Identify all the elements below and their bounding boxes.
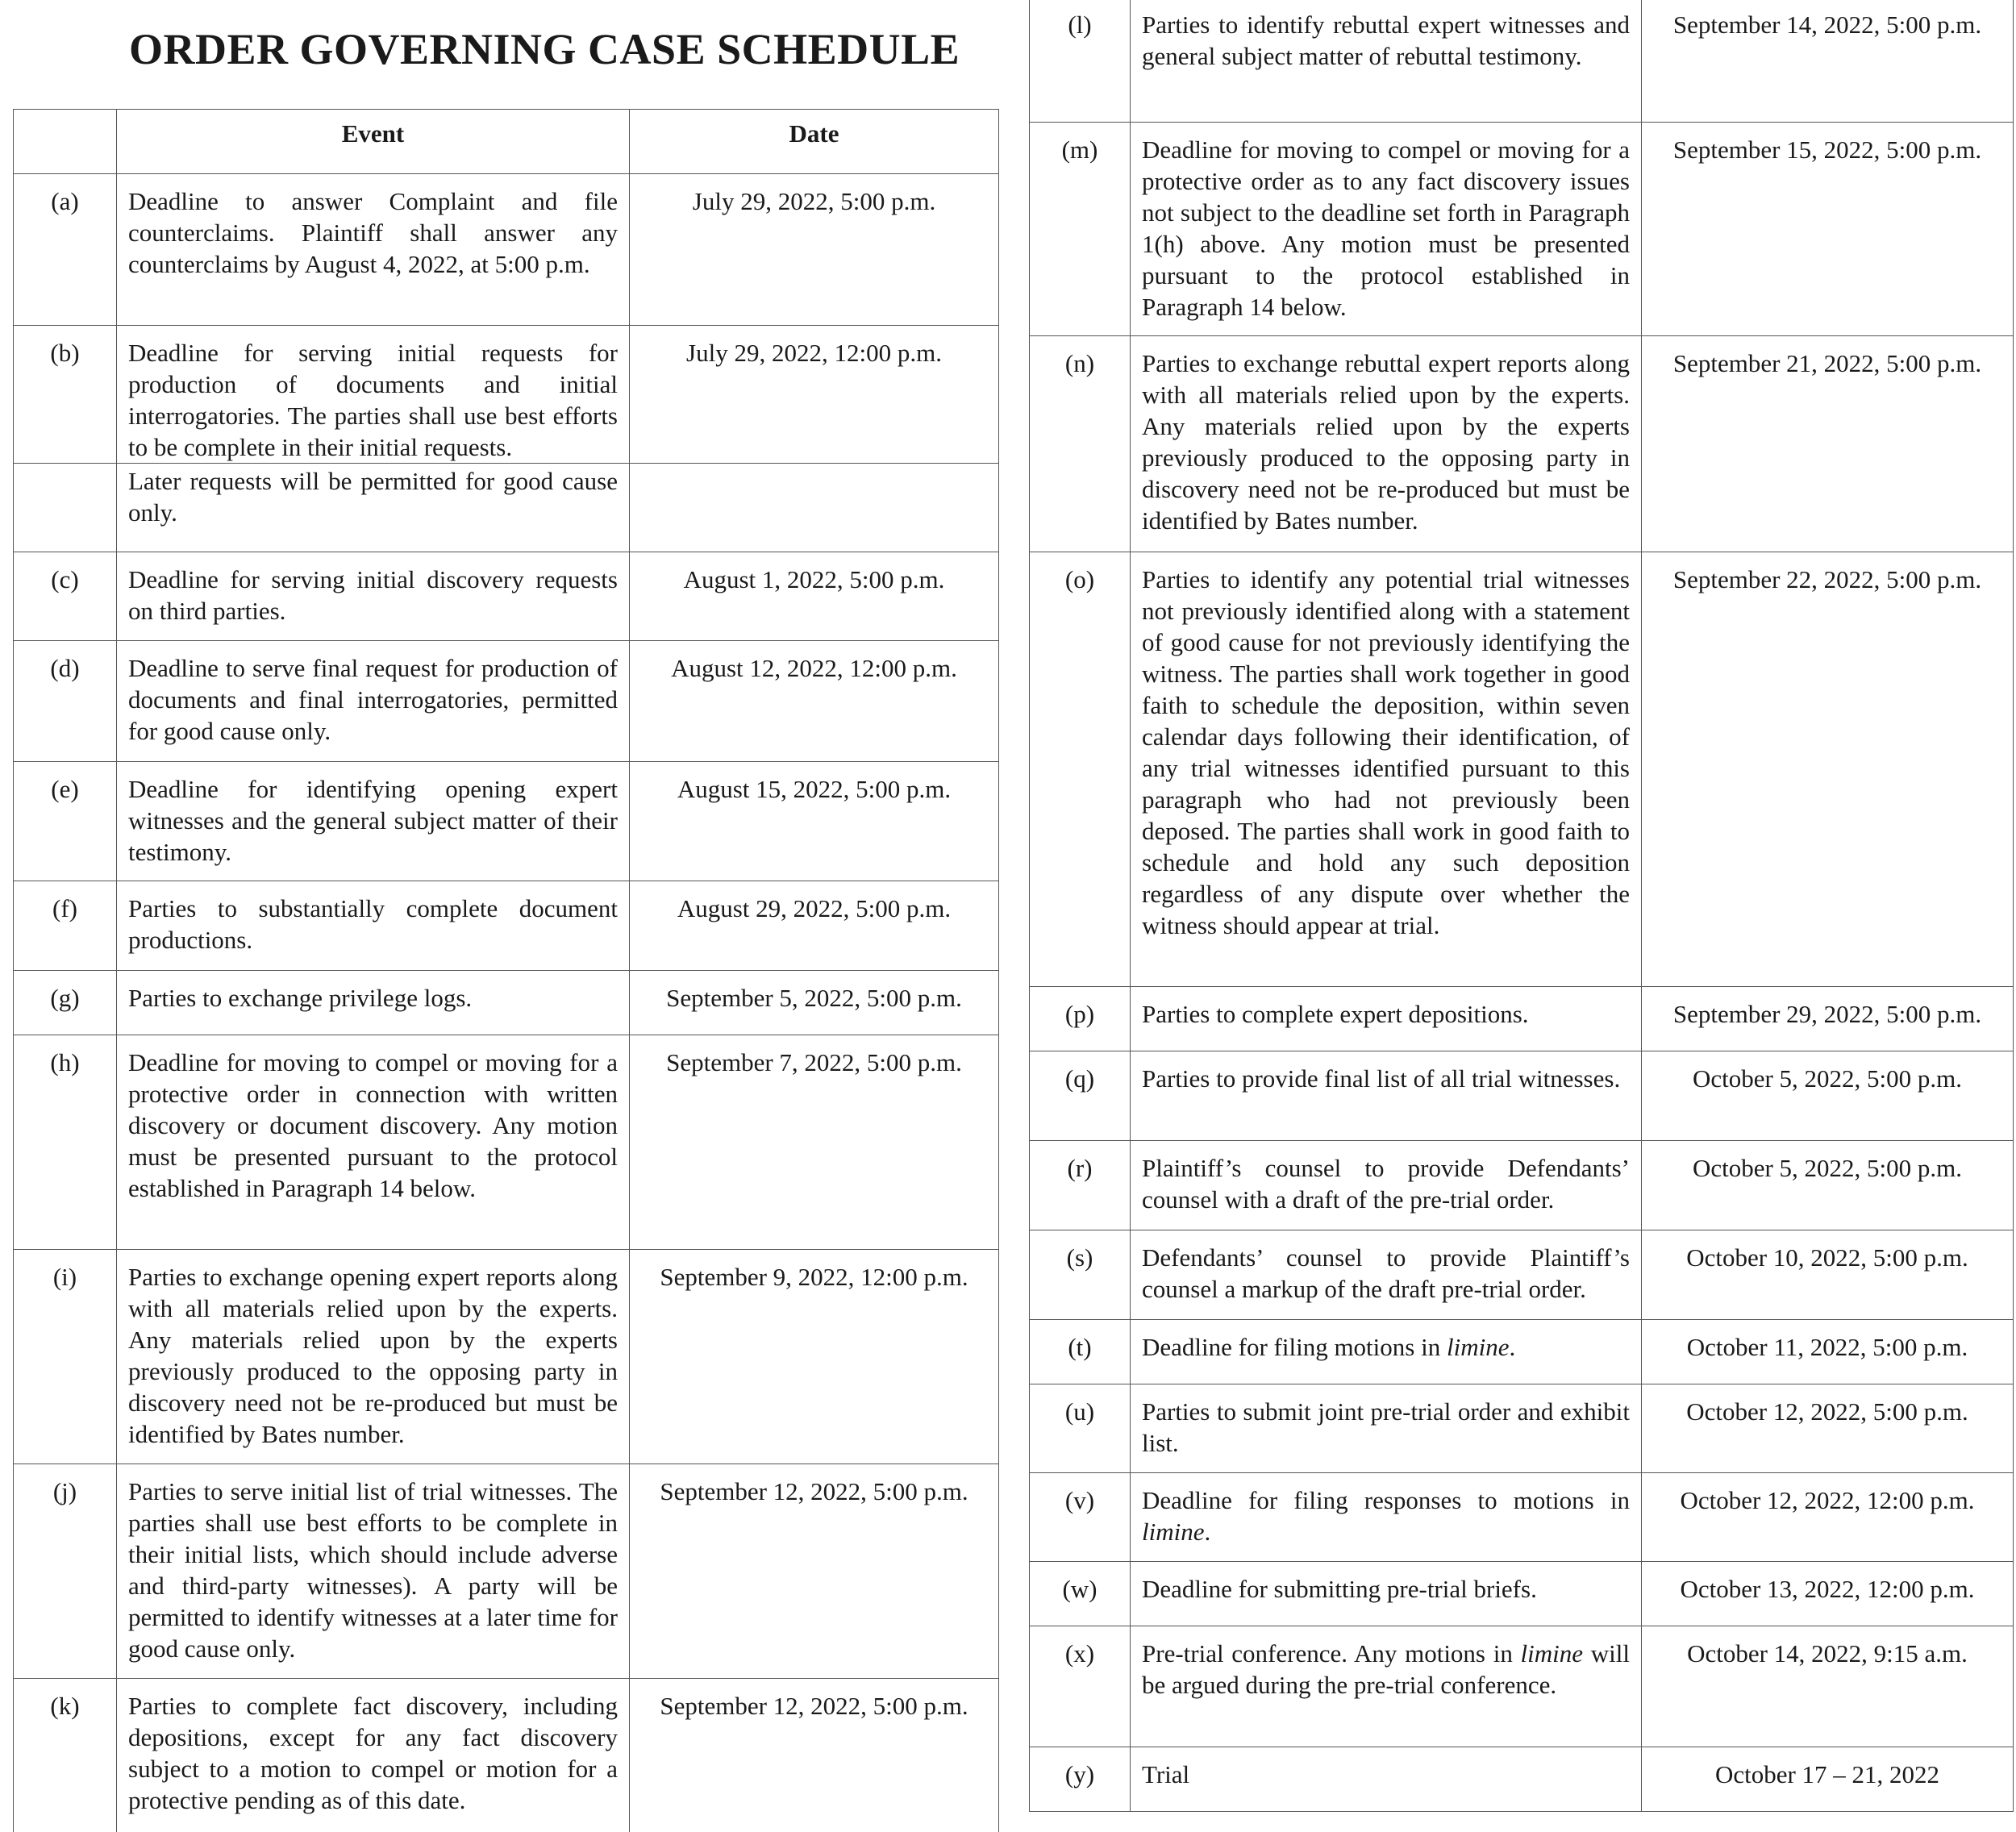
row-label: [14, 464, 117, 552]
schedule-row-k: [14, 1679, 999, 1832]
header-label: [14, 110, 117, 174]
header-event: Event: [117, 110, 630, 174]
row-label: (e): [14, 762, 117, 881]
schedule-row-p: [1030, 987, 2014, 1051]
row-event: Deadline to serve final request for production of documents and final interrogatories, permitted for good cause only.: [117, 641, 630, 762]
row-date: October 11, 2022, 5:00 p.m.: [1642, 1320, 2014, 1384]
row-label: (c): [14, 552, 117, 641]
row-label: (a): [14, 174, 117, 326]
schedule-row-i: [14, 1250, 999, 1464]
event-text: Deadline for filing responses to motions in: [1142, 1486, 1630, 1514]
row-date: September 9, 2022, 12:00 p.m.: [630, 1250, 999, 1464]
schedule-row-g: [14, 971, 999, 1035]
row-event: Deadline for moving to compel or moving for a protective order in connection with written discovery or document discovery. Any motion must be presented pursuant to the protocol established in Paragraph 14 below.: [117, 1035, 630, 1250]
schedule-row-a: [14, 174, 999, 326]
row-date: October 12, 2022, 5:00 p.m.: [1642, 1384, 2014, 1473]
event-text-italic: limine: [1142, 1518, 1205, 1546]
row-date: October 13, 2022, 12:00 p.m.: [1642, 1562, 2014, 1626]
row-date: September 12, 2022, 5:00 p.m.: [630, 1464, 999, 1679]
schedule-row-d: [14, 641, 999, 762]
event-text-end: will be argued during the pre-trial conference.: [1142, 1639, 1630, 1699]
row-event: Parties to serve initial list of trial witnesses. The parties shall use best efforts to be complete in their initial lists, which should include adverse and third-party witnesses). A party will be permitted to identify witnesses at a later time for good cause only.: [117, 1464, 630, 1679]
row-label: (v): [1030, 1473, 1131, 1562]
row-label: (q): [1030, 1051, 1131, 1141]
table-header-row: [14, 110, 999, 174]
row-label: (m): [1030, 123, 1131, 336]
row-label: (x): [1030, 1626, 1131, 1747]
row-label: (j): [14, 1464, 117, 1679]
row-date: September 12, 2022, 5:00 p.m.: [630, 1679, 999, 1832]
row-event: Parties to complete expert depositions.: [1131, 987, 1642, 1051]
row-event: Deadline for serving initial discovery requests on third parties.: [117, 552, 630, 641]
row-event: Defendants’ counsel to provide Plaintiff’s counsel a markup of the draft pre-trial order.: [1131, 1230, 1642, 1320]
event-text: Pre-trial conference. Any motions in: [1142, 1639, 1521, 1668]
schedule-row-q: [1030, 1051, 2014, 1141]
row-date: September 14, 2022, 5:00 p.m.: [1642, 0, 2014, 123]
row-label: (f): [14, 881, 117, 971]
row-date: July 29, 2022, 5:00 p.m.: [630, 174, 999, 326]
row-label: (y): [1030, 1747, 1131, 1812]
row-label: (h): [14, 1035, 117, 1250]
schedule-row-j: [14, 1464, 999, 1679]
row-label: (o): [1030, 552, 1131, 987]
row-event: Parties to substantially complete document productions.: [117, 881, 630, 971]
row-label: (u): [1030, 1384, 1131, 1473]
schedule-row-x: [1030, 1626, 2014, 1747]
row-date: September 15, 2022, 5:00 p.m.: [1642, 123, 2014, 336]
row-event: Deadline for serving initial requests for production of documents and initial interrogatories. The parties shall use best efforts to be complete in their initial requests.: [117, 326, 630, 464]
row-date: October 5, 2022, 5:00 p.m.: [1642, 1051, 2014, 1141]
row-date: August 12, 2022, 12:00 p.m.: [630, 641, 999, 762]
row-date: August 1, 2022, 5:00 p.m.: [630, 552, 999, 641]
row-label: (n): [1030, 336, 1131, 552]
row-event: [1131, 1626, 1642, 1747]
row-event: Parties to exchange rebuttal expert reports along with all materials relied upon by the experts. Any materials relied upon by the experts previously produced to the opposing party in discovery need not be re-produced but must be identified by Bates number.: [1131, 336, 1642, 552]
event-text-end: .: [1204, 1518, 1211, 1546]
row-event: Later requests will be permitted for good cause only.: [117, 464, 630, 552]
schedule-row-c: [14, 552, 999, 641]
row-event: Trial: [1131, 1747, 1642, 1812]
event-text-italic: limine: [1520, 1639, 1584, 1668]
schedule-row-e: [14, 762, 999, 881]
row-date: September 22, 2022, 5:00 p.m.: [1642, 552, 2014, 987]
schedule-row-l: [1030, 0, 2014, 123]
row-label: (s): [1030, 1230, 1131, 1320]
schedule-row-m: [1030, 123, 2014, 336]
row-date: September 7, 2022, 5:00 p.m.: [630, 1035, 999, 1250]
schedule-row-h: [14, 1035, 999, 1250]
schedule-row-u: [1030, 1384, 2014, 1473]
row-date: August 29, 2022, 5:00 p.m.: [630, 881, 999, 971]
row-event: Parties to submit joint pre-trial order and exhibit list.: [1131, 1384, 1642, 1473]
row-event: Deadline to answer Complaint and file counterclaims. Plaintiff shall answer any counterclaims by August 4, 2022, at 5:00 p.m.: [117, 174, 630, 326]
row-date: October 12, 2022, 12:00 p.m.: [1642, 1473, 2014, 1562]
row-date: July 29, 2022, 12:00 p.m.: [630, 326, 999, 464]
row-event: Parties to complete fact discovery, including depositions, except for any fact discovery subject to a motion to compel or motion for a protective pending as of this date.: [117, 1679, 630, 1832]
row-label: (t): [1030, 1320, 1131, 1384]
row-label: (l): [1030, 0, 1131, 123]
row-date: October 14, 2022, 9:15 a.m.: [1642, 1626, 2014, 1747]
header-date: Date: [630, 110, 999, 174]
row-label: (w): [1030, 1562, 1131, 1626]
row-event: Parties to provide final list of all trial witnesses.: [1131, 1051, 1642, 1141]
schedule-row-b-continued: [14, 464, 999, 552]
schedule-row-b: [14, 326, 999, 464]
row-event: Parties to exchange opening expert reports along with all materials relied upon by the experts. Any materials relied upon by the experts previously produced to the opposing party in discovery need not be re-produced but must be identified by Bates number.: [117, 1250, 630, 1464]
row-label: (r): [1030, 1141, 1131, 1230]
row-label: (p): [1030, 987, 1131, 1051]
row-date: August 15, 2022, 5:00 p.m.: [630, 762, 999, 881]
schedule-table-right: [1029, 0, 2014, 1812]
schedule-row-v: [1030, 1473, 2014, 1562]
schedule-row-w: [1030, 1562, 2014, 1626]
schedule-row-o: [1030, 552, 2014, 987]
row-event: Deadline for identifying opening expert witnesses and the general subject matter of their testimony.: [117, 762, 630, 881]
row-event: [1131, 1320, 1642, 1384]
row-label: (g): [14, 971, 117, 1035]
event-text-italic: limine: [1446, 1333, 1510, 1361]
schedule-row-s: [1030, 1230, 2014, 1320]
row-label: (b): [14, 326, 117, 464]
row-event: Parties to identify any potential trial witnesses not previously identified along with a statement of good cause for not previously identifying the witness. The parties shall work together in good faith to schedule the deposition, within seven calendar days following their identification, of any trial witnesses identified pursuant to this paragraph who had not previously been deposed. The parties shall work in good faith to schedule and hold any such deposition regardless of any dispute over whether the witness should appear at trial.: [1131, 552, 1642, 987]
row-date: September 5, 2022, 5:00 p.m.: [630, 971, 999, 1035]
row-event: [1131, 1473, 1642, 1562]
row-date: October 5, 2022, 5:00 p.m.: [1642, 1141, 2014, 1230]
row-event: Deadline for moving to compel or moving for a protective order as to any fact discovery issues not subject to the deadline set forth in Paragraph 1(h) above. Any motion must be presented pursuant to the protocol established in Paragraph 14 below.: [1131, 123, 1642, 336]
row-date: September 21, 2022, 5:00 p.m.: [1642, 336, 2014, 552]
schedule-row-r: [1030, 1141, 2014, 1230]
row-date: September 29, 2022, 5:00 p.m.: [1642, 987, 2014, 1051]
schedule-row-n: [1030, 336, 2014, 552]
row-label: (d): [14, 641, 117, 762]
row-date: [630, 464, 999, 552]
schedule-row-y: [1030, 1747, 2014, 1812]
row-event: Parties to identify rebuttal expert witnesses and general subject matter of rebuttal testimony.: [1131, 0, 1642, 123]
row-date: October 17 – 21, 2022: [1642, 1747, 2014, 1812]
document-title: ORDER GOVERNING CASE SCHEDULE: [129, 25, 960, 73]
schedule-row-f: [14, 881, 999, 971]
schedule-table-left: [13, 109, 999, 1832]
row-event: Parties to exchange privilege logs.: [117, 971, 630, 1035]
row-event: Deadline for submitting pre-trial briefs.: [1131, 1562, 1642, 1626]
row-label: (i): [14, 1250, 117, 1464]
event-text: Deadline for filing motions in: [1142, 1333, 1447, 1361]
event-text-end: .: [1509, 1333, 1516, 1361]
row-event: Plaintiff’s counsel to provide Defendants’ counsel with a draft of the pre-trial order.: [1131, 1141, 1642, 1230]
row-label: (k): [14, 1679, 117, 1832]
row-date: October 10, 2022, 5:00 p.m.: [1642, 1230, 2014, 1320]
schedule-row-t: [1030, 1320, 2014, 1384]
